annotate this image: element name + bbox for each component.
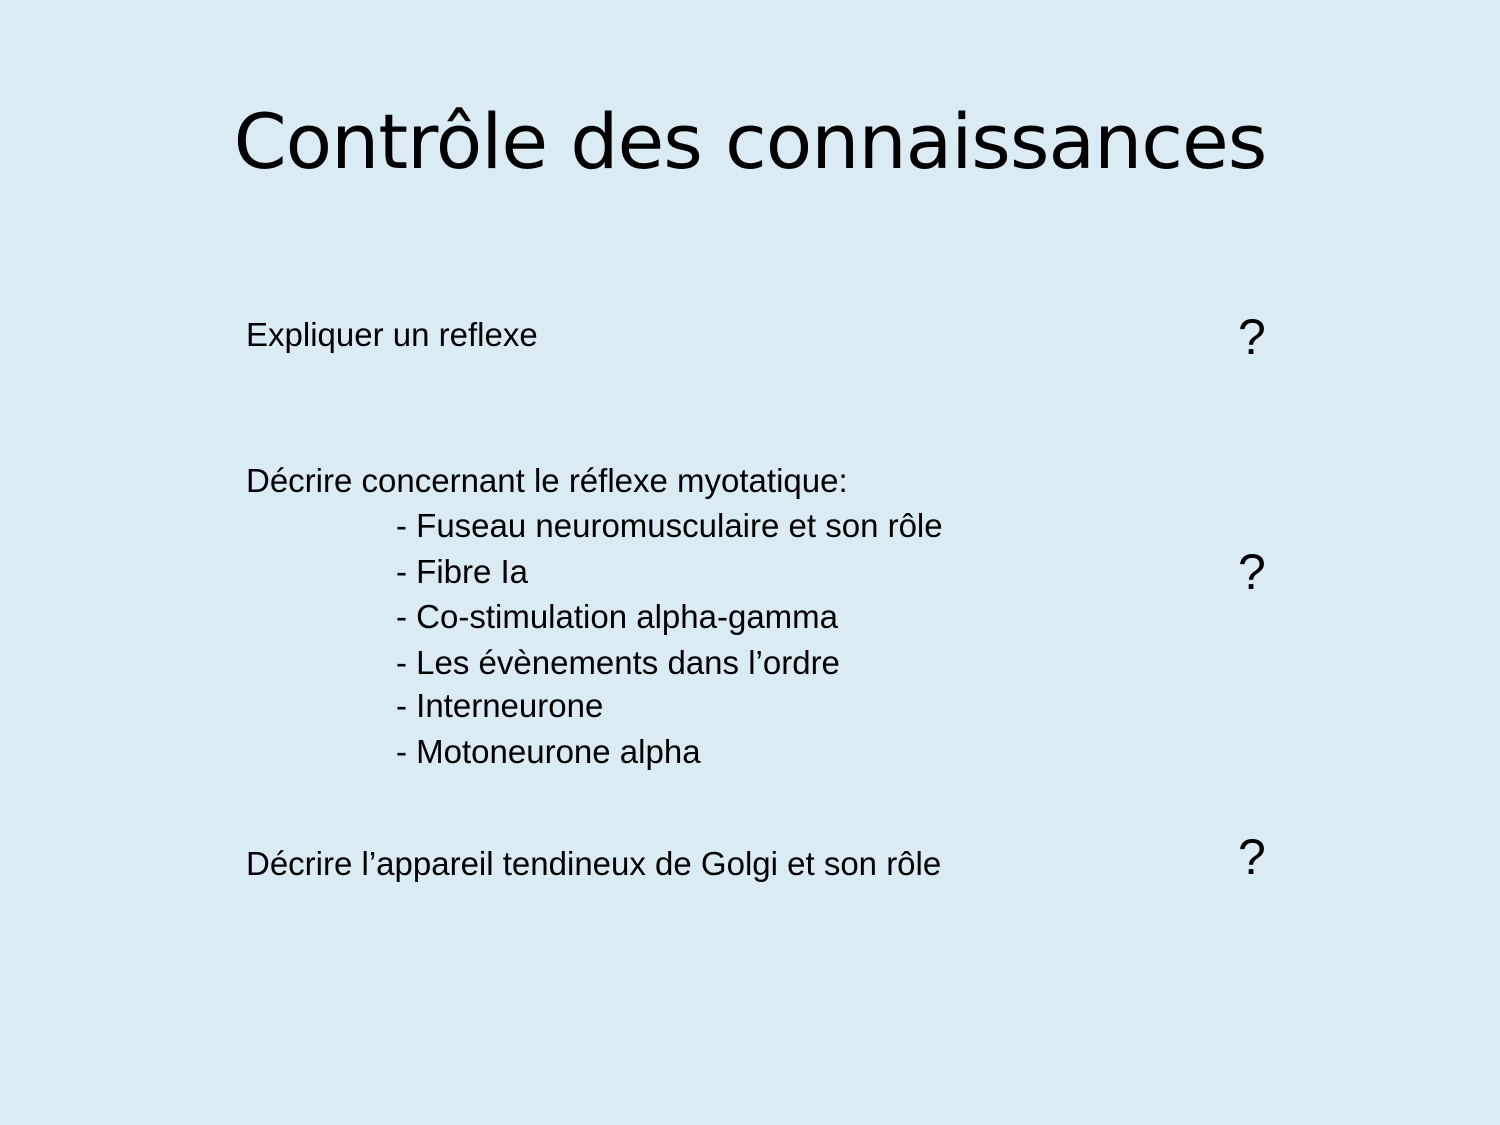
question-2-subitem: - Les évènements dans l’ordre	[396, 644, 840, 681]
question-2-subitem: - Fuseau neuromusculaire et son rôle	[396, 507, 943, 544]
question-2-subitem: - Interneurone	[396, 687, 604, 724]
question-1-mark: ?	[1238, 309, 1266, 365]
question-3-text: Décrire l’appareil tendineux de Golgi et son rôle	[246, 845, 942, 882]
question-2-subitem: - Fibre Ia	[396, 553, 529, 590]
question-3-mark: ?	[1238, 829, 1266, 885]
question-2-mark: ?	[1238, 544, 1266, 600]
slide-title: Contrôle des connaissances	[233, 97, 1267, 186]
question-2-subitem: - Motoneurone alpha	[396, 733, 701, 770]
question-2-subitem: - Co-stimulation alpha-gamma	[396, 598, 839, 635]
question-1-text: Expliquer un reflexe	[246, 316, 538, 353]
question-2-text: Décrire concernant le réflexe myotatique:	[246, 462, 848, 499]
